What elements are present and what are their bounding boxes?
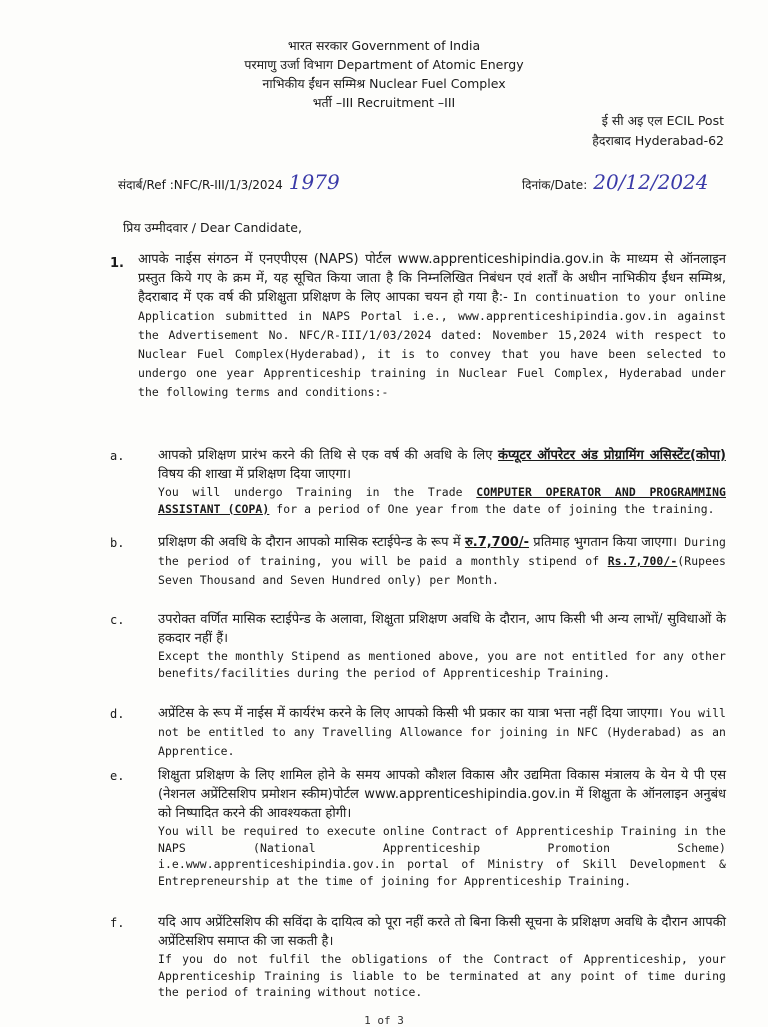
letterhead-line-recruitment: भर्ती –III Recruitment –III: [312, 95, 456, 110]
condition-label: f.: [110, 916, 125, 930]
paragraph-number: 1.: [110, 256, 124, 271]
stipend-hindi: रु.7,700/-: [464, 535, 529, 550]
page-number: 1 of 3: [364, 1014, 404, 1027]
condition-a: [110, 446, 726, 517]
handwritten-date: 20/12/2024: [593, 170, 709, 194]
address-city: हैदराबाद Hyderabad-62: [592, 133, 724, 148]
condition-a-hindi: आपको प्रशिक्षण प्रारंभ करने की तिथि से एक वर्ष की अवधि के लिए कंप्यूटर ऑपरेटर अंड प्रोग्रामिंग असिस्टेंट(कोपा) विषय की शाखा में प्रशिक्षण दिया जाएगा।: [158, 448, 726, 482]
reference-label: संदार्ब/Ref :NFC/R-III/1/3/2024: [118, 178, 283, 192]
letterhead-line-department: परमाणु उर्जा विभाग Department of Atomic Energy: [244, 57, 524, 72]
condition-b-text: प्रशिक्षण की अवधि के दौरान आपको मासिक स्टाईपेन्ड के रूप में रु.7,700/- प्रतिमाह भुगतान किया जाएगा। During the period of training, you will be paid a monthly stipend of Rs.7,700/-(Rupees Seven Thousand and Seven Hundred only) per Month.: [158, 535, 726, 587]
condition-e-english: You will be required to execute online Contract of Apprenticeship Training in the NAPS (National Apprenticeship Promotion Scheme) i.e.www.apprenticeshipindia.gov.in portal of Ministry of Skill Development & Entrepreneurship at the time of joining for Apprenticeship Training.: [158, 824, 726, 888]
condition-e-hindi: शिक्षुता प्रशिक्षण के लिए शामिल होने के समय आपको कौशल विकास और उद्यमिता विकास मंत्रालय के येन ये पी एस (नेशनल अप्रेंटिसशिप प्रमोशन स्कीम)पोर्टल www.apprenticeshipindia.gov.in में शिक्षुता के ऑनलाइन अनुबंध को निष्पादित करने की आवश्यकता होगी।: [158, 768, 726, 821]
address-post: ई सी अइ एल ECIL Post: [601, 113, 724, 128]
condition-e: [110, 766, 726, 889]
condition-d-english: You will not be entitled to any Travelling Allowance for joining in NFC (Hyderabad) as an Apprentice.: [158, 706, 727, 758]
condition-label: a.: [110, 449, 125, 463]
date-line: [522, 170, 709, 194]
paragraph-1-hindi: आपके नाईस संगठन में एनएपीएस (NAPS) पोर्टल www.apprenticeshipindia.gov.in के माध्यम से ऑनलाइन प्रस्तुत किये गए के क्रम में, यह सूचित किया जाता है कि निम्नलिखित निबंधन एवं शर्तों के अधीन नाभिकीय ईंधन सम्मिश्र, हैदराबाद में एक वर्ष की प्रशिक्षुता प्रशिक्षण के लिए आपका चयन हो गया है:- In continuation to your online Application submitted in NAPS Portal i.e., www.apprenticeshipindia.gov.in against the Advertisement No. NFC/R-III/1/03/2024 dated: November 15,2024 with respect to Nuclear Fuel Complex(Hyderabad), it is to convey that you have been selected to undergo one year Apprenticeship training in Nuclear Fuel Complex, Hyderabad under the following terms and conditions:-: [138, 252, 727, 399]
trade-name-english: COMPUTER OPERATOR AND PROGRAMMING ASSISTANT (COPA): [158, 485, 726, 516]
condition-a-english: You will undergo Training in the Trade COMPUTER OPERATOR AND PROGRAMMING ASSISTANT (COPA) for a period of One year from the date of joining the training.: [158, 485, 726, 516]
condition-label: c.: [110, 613, 125, 627]
condition-c-english: Except the monthly Stipend as mentioned above, you are not entitled for any other benefits/facilities during the period of Apprenticeship Training.: [158, 649, 726, 680]
salutation: प्रिय उम्मीदवार / Dear Candidate,: [123, 220, 302, 235]
letterhead-line-government: भारत सरकार Government of India: [287, 38, 481, 53]
condition-label: b.: [110, 536, 125, 550]
condition-f-hindi: यदि आप अप्रेंटिसशिप की सविंदा के दायित्व को पूरा नहीं करते तो बिना किसी सूचना के प्रशिक्षण अवधि के दौरान आपकी अप्रेंटिसशिप समाप्त की जा सकती है।: [158, 915, 726, 949]
letterhead-line-organization: नाभिकीय ईंधन सम्मिश्र Nuclear Fuel Complex: [262, 76, 506, 91]
condition-d: [110, 704, 726, 761]
condition-f-english: If you do not fulfil the obligations of the Contract of Apprenticeship, your Apprenticeship Training is liable to be terminated at any point of time during the period of training without notice.: [158, 952, 726, 999]
date-label: दिनांक/Date:: [522, 178, 588, 192]
address-block: [592, 111, 724, 151]
paragraph-1-english: In continuation to your online Application submitted in NAPS Portal i.e., www.apprenticeshipindia.gov.in against the Advertisement No. NFC/R-III/1/03/2024 dated: November 15,2024 with respect to Nuclear Fuel Complex(Hyderabad), it is to convey that you have been selected to undergo one year Apprenticeship training in Nuclear Fuel Complex, Hyderabad under the following terms and conditions:-: [138, 290, 727, 399]
condition-c-hindi: उपरोक्त वर्णित मासिक स्टाईपेन्ड के अलावा, शिक्षुता प्रशिक्षण अवधि के दौरान, आप किसी भी अन्य लाभों/ सुविधाओं के हकदार नहीं हैं।: [158, 612, 727, 646]
condition-c: [110, 610, 726, 681]
reference-line: [118, 170, 340, 194]
condition-d-text: अप्रेंटिस के रूप में नाईस में कार्यरंभ करने के लिए आपको किसी भी प्रकार का यात्रा भत्ता नहीं दिया जाएगा। You will not be entitled to any Travelling Allowance for joining in NFC (Hyderabad) as an Apprentice.: [158, 706, 727, 758]
condition-f: [110, 913, 726, 1001]
trade-name-hindi: कंप्यूटर ऑपरेटर अंड प्रोग्रामिंग असिस्टेंट(कोपा): [497, 448, 726, 463]
condition-label: d.: [110, 707, 125, 721]
handwritten-ref-number: 1979: [288, 170, 340, 194]
stipend-english: Rs.7,700/-: [607, 554, 678, 568]
letterhead: [0, 36, 768, 112]
paragraph-1: [110, 250, 726, 402]
condition-b: [110, 533, 726, 590]
condition-label: e.: [110, 769, 125, 783]
